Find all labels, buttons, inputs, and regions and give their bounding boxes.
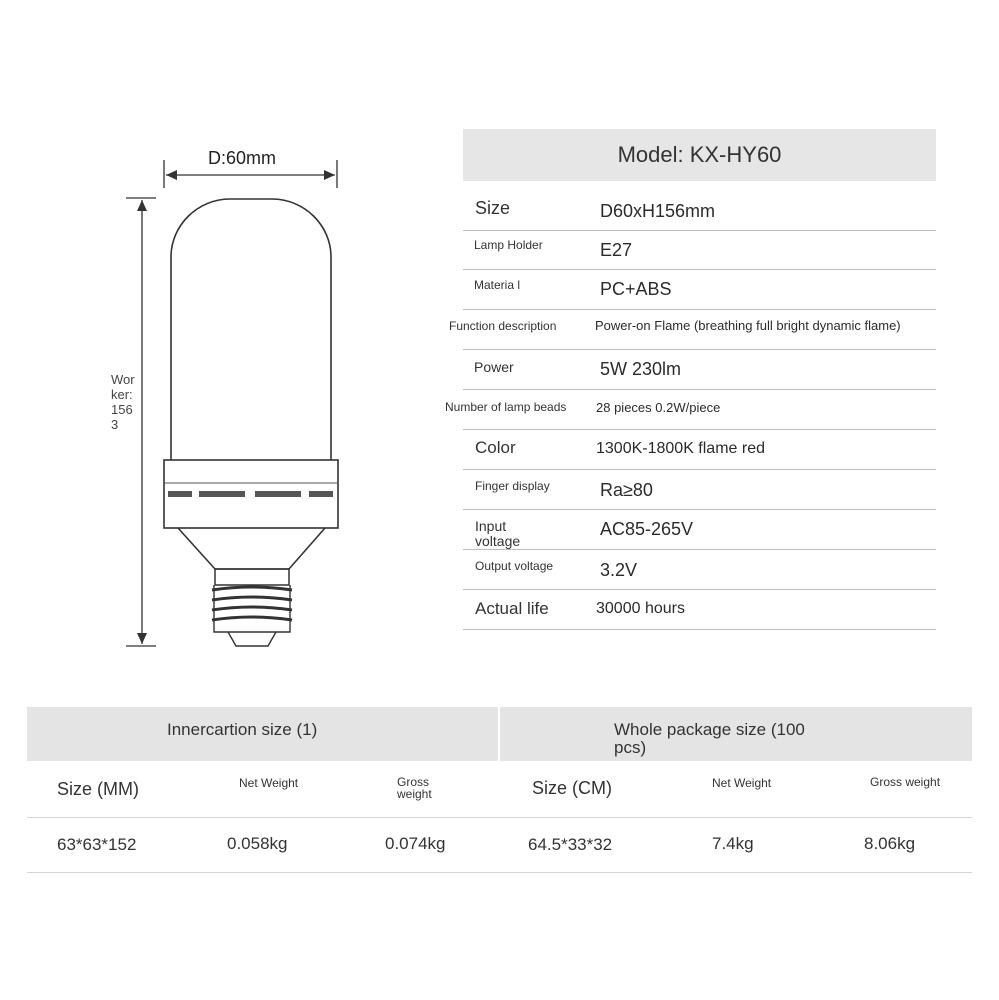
- value-gross-weight-whole: 8.06kg: [864, 834, 916, 853]
- spec-row-color: [463, 429, 936, 470]
- diameter-label: D:60mm: [208, 148, 277, 168]
- value-size-cm: 64.5*33*32: [528, 835, 613, 854]
- spec-label-lamp-holder: Lamp Holder: [474, 238, 543, 252]
- inner-carton-header: [27, 707, 498, 761]
- value-gross-weight-inner: 0.074kg: [385, 834, 446, 853]
- column-size-mm: Size (MM): [57, 779, 139, 799]
- height-label: Worker:1563: [111, 372, 135, 432]
- spec-row-lamp-holder: [463, 230, 936, 270]
- spec-value-lamp-holder: E27: [600, 240, 633, 260]
- spec-value-actual-life: 30000 hours: [596, 600, 685, 617]
- model-header: Model: KX-HY60: [463, 129, 936, 181]
- spec-row-power: [463, 349, 936, 390]
- value-size-mm: 63*63*152: [57, 835, 137, 854]
- spec-row-output-voltage: [463, 549, 936, 590]
- spec-value-function: Power-on Flame (breathing full bright dynamic flame): [595, 318, 901, 333]
- spec-row-size: [463, 181, 936, 231]
- table-divider-top: [27, 817, 972, 818]
- spec-value-size: D60xH156mm: [600, 201, 716, 221]
- column-gross-weight-whole: Gross weight: [870, 775, 941, 789]
- spec-label-actual-life: Actual life: [475, 599, 549, 618]
- spec-value-input-voltage: AC85-265V: [600, 519, 694, 539]
- column-net-weight-inner: Net Weight: [239, 776, 299, 790]
- spec-label-power: Power: [474, 359, 514, 375]
- spec-label-size: Size: [475, 198, 511, 218]
- spec-label-material: Materia l: [474, 278, 521, 292]
- spec-label-function: Function description: [449, 319, 557, 333]
- column-size-cm: Size (CM): [532, 778, 612, 798]
- spec-row-lamp-beads: [445, 389, 936, 430]
- spec-row-finger-display: [463, 469, 936, 510]
- spec-label-lamp-beads: Number of lamp beads: [445, 400, 567, 414]
- spec-value-material: PC+ABS: [600, 279, 672, 299]
- spec-row-actual-life: [463, 589, 936, 630]
- spec-row-function: [449, 309, 936, 350]
- column-net-weight-whole: Net Weight: [712, 776, 772, 790]
- value-net-weight-inner: 0.058kg: [227, 834, 288, 853]
- whole-package-header: [500, 707, 972, 761]
- spec-row-input-voltage: [463, 509, 936, 550]
- whole-package-title: Whole package size (100 pcs): [614, 720, 805, 757]
- inner-carton-title: Innercartion size (1): [167, 720, 318, 739]
- bulb-drawing: [100, 140, 360, 660]
- value-net-weight-whole: 7.4kg: [712, 834, 754, 853]
- spec-label-input-voltage: Input voltage: [475, 518, 521, 549]
- spec-value-finger-display: Ra≥80: [600, 480, 653, 500]
- spec-value-lamp-beads: 28 pieces 0.2W/piece: [596, 400, 721, 415]
- spec-row-material: [463, 269, 936, 310]
- column-gross-weight-inner: Gross weight: [397, 775, 432, 801]
- spec-value-power: 5W 230lm: [600, 359, 682, 379]
- spec-value-output-voltage: 3.2V: [600, 560, 638, 580]
- spec-value-color: 1300K-1800K flame red: [596, 440, 765, 457]
- spec-label-output-voltage: Output voltage: [475, 559, 554, 573]
- table-divider-bottom: [27, 872, 972, 873]
- spec-label-color: Color: [475, 438, 516, 457]
- spec-label-finger-display: Finger display: [475, 479, 550, 493]
- bulb-outline-drawing: [100, 140, 360, 660]
